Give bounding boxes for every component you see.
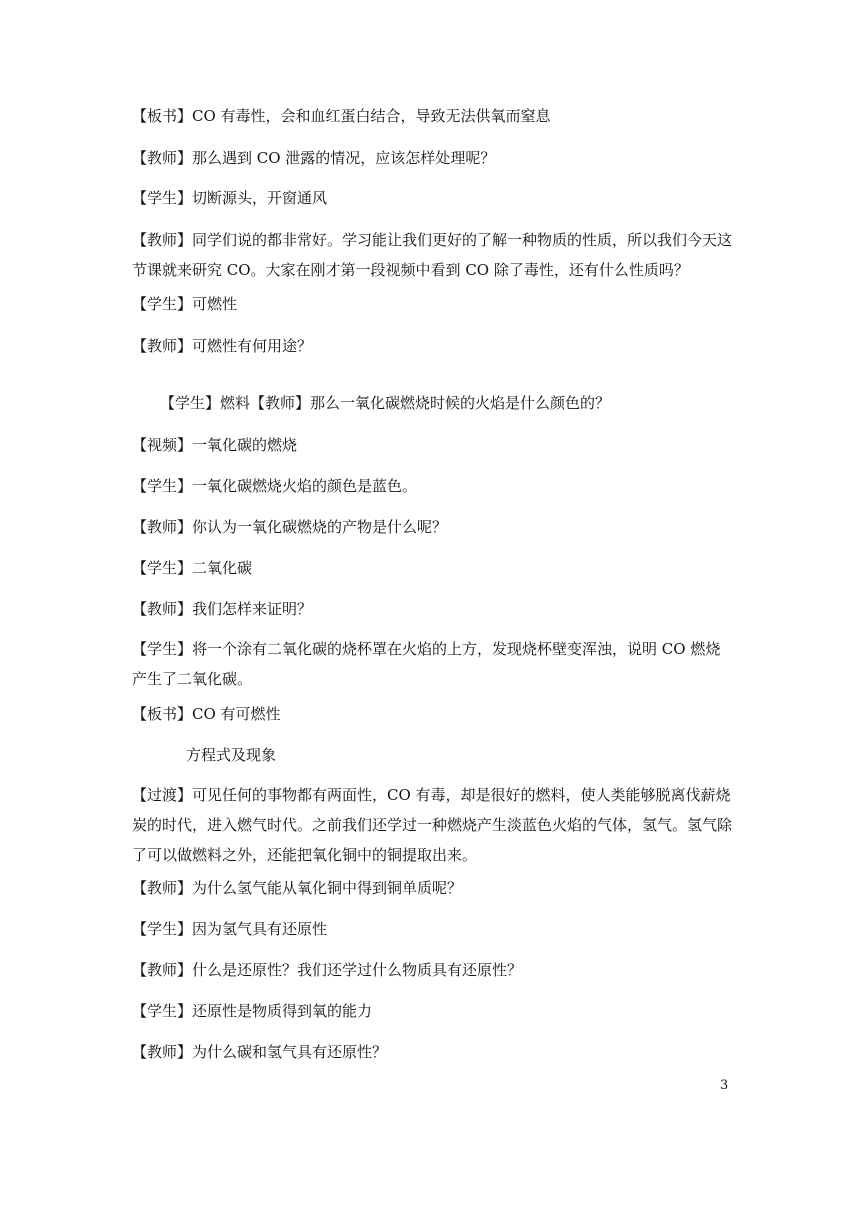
paragraph-student-fuel-teacher-flame: 【学生】燃料【教师】那么一氧化碳燃烧时候的火焰是什么颜色的？ — [160, 394, 611, 412]
paragraph-student-blue-flame: 【学生】一氧化碳燃烧火焰的颜色是蓝色。 — [132, 477, 418, 495]
paragraph-teacher-study-co: 【教师】同学们说的都非常好。学习能让我们更好的了解一种物质的性质，所以我们今天这节课就来研究 CO。大家在刚才第一段视频中看到 CO 除了毒性，还有什么性质吗？ — [132, 231, 733, 279]
paragraph-transition-hydrogen: 【过渡】可见任何的事物都有两面性，CO 有毒，却是很好的燃料，使人类能够脱离伐薪烧炭的时代，进入燃气时代。之前我们还学过一种燃烧产生淡蓝色火焰的气体，氢气。氢气除了可以做燃料之外，还能把氧化铜中的铜提取出来。 — [132, 786, 733, 864]
paragraph-student-experiment: 【学生】将一个涂有二氧化碳的烧杯罩在火焰的上方，发现烧杯壁变浑浊，说明 CO 燃烧产生了二氧化碳。 — [132, 640, 721, 688]
paragraph-teacher-what-reducing: 【教师】什么是还原性？我们还学过什么物质具有还原性？ — [132, 961, 523, 979]
paragraph-student-reducing: 【学生】因为氢气具有还原性 — [132, 920, 328, 938]
paragraph-student-flammable: 【学生】可燃性 — [132, 295, 238, 313]
paragraph-teacher-hydrogen-copper: 【教师】为什么氢气能从氧化铜中得到铜单质呢？ — [132, 879, 463, 897]
paragraph-teacher-why-reducing: 【教师】为什么碳和氢气具有还原性？ — [132, 1043, 388, 1061]
paragraph-teacher-product: 【教师】你认为一氧化碳燃烧的产物是什么呢？ — [132, 518, 448, 536]
paragraph-video-co-burning: 【视频】一氧化碳的燃烧 — [132, 436, 298, 454]
paragraph-blackboard-co-toxicity: 【板书】CO 有毒性，会和血红蛋白结合，导致无法供氧而窒息 — [132, 107, 551, 125]
paragraph-student-co2: 【学生】二氧化碳 — [132, 559, 253, 577]
paragraph-student-reducing-def: 【学生】还原性是物质得到氧的能力 — [132, 1002, 373, 1020]
paragraph-equation-phenomenon: 方程式及现象 — [186, 746, 277, 764]
page-number: 3 — [720, 1078, 729, 1093]
paragraph-teacher-prove: 【教师】我们怎样来证明？ — [132, 600, 313, 618]
paragraph-student-ventilate: 【学生】切断源头，开窗通风 — [132, 189, 328, 207]
paragraph-teacher-flammable-use: 【教师】可燃性有何用途？ — [132, 337, 313, 355]
paragraph-teacher-co-leak: 【教师】那么遇到 CO 泄露的情况，应该怎样处理呢？ — [132, 149, 496, 167]
paragraph-blackboard-co-flammable: 【板书】CO 有可燃性 — [132, 705, 281, 723]
